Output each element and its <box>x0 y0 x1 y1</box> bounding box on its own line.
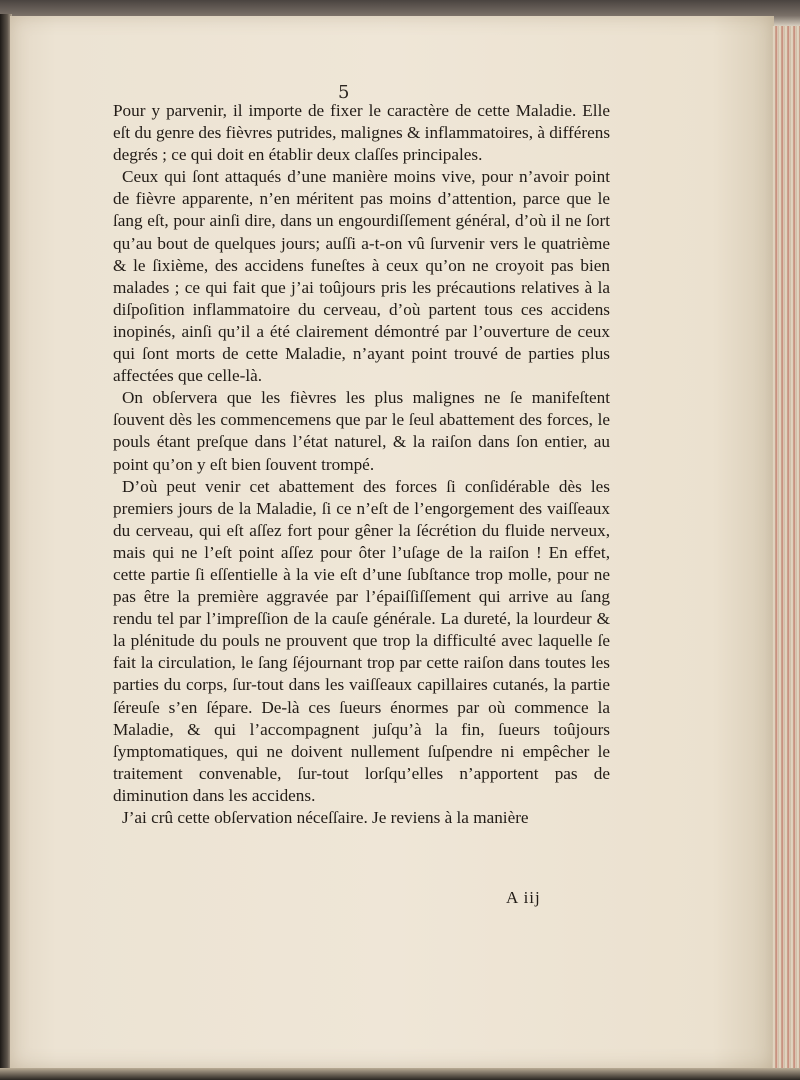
paragraph: Ceux qui ſont attaqués d’une manière moins vive, pour n’avoir point de fièvre apparente, n’en méritent pas moins d’attention, parce que le ſang eſt, pour ainſi dire, dans un engourdiſſement général, d’où il ne ſort qu’au bout de quelques jours; auſſi a-t-on vû ſurvenir vers le quatrième & le ſixième, des accidens funeſtes à ceux qu’on ne croyoit pas bien malades ; ce qui fait que j’ai toûjours pris les précautions relatives à la diſpoſition inflammatoire du cerveau, d’où partent tous ces accidens inopinés, ainſi qu’il a été clairement démontré par l’ouverture de ceux qui ſont morts de cette Maladie, n’ayant point trouvé de parties plus affectées que celle-là. <box>113 167 610 386</box>
body-text <box>113 100 610 829</box>
page-number: 5 <box>338 82 350 103</box>
paragraph: J’ai crû cette obſervation néceſſaire. Je reviens à la manière <box>122 808 529 827</box>
page-edge-stack <box>772 26 800 1070</box>
signature-mark: A iij <box>506 888 541 907</box>
paragraph: Pour y parvenir, il importe de fixer le caractère de cette Maladie. Elle eſt du genre des fièvres putrides, malignes & inflammatoires, à différens degrés ; ce qui doit en établir deux claſſes principales. <box>113 101 611 165</box>
paragraph: D’où peut venir cet abattement des forces ſi conſidérable dès les premiers jours de la Maladie, ſi ce n’eſt de l’engorgement des vaiſſeaux du cerveau, qui eſt aſſez fort pour gêner la ſécrétion du fluide nerveux, mais qui ne l’eſt point aſſez pour ôter l’uſage de la raiſon ! En effet, cette partie ſi eſſentielle à la vie eſt d’une ſubſtance trop molle, pour ne pas être la première aggravée par l’épaiſſiſſement qui arrive au ſang rendu tel par l’impreſſion de la cauſe générale. La dureté, la lourdeur & la plénitude du pouls ne prouvent que trop la difficulté avec laquelle ſe fait la circulation, le ſang ſéjournant trop par cette raiſon dans toutes les parties du corps, ſur-tout dans les vaiſſeaux capillaires cutanés, la partie ſéreuſe s’en ſépare. De-là ces ſueurs énormes par où commence la Maladie, & qui l’accompagnent juſqu’à la fin, ſueurs toûjours ſymptomatiques, qui ne doivent nullement ſuſpendre ni empêcher le traitement convenable, ſur-tout lorſqu’elles n’apportent pas de diminution dans les accidens. <box>113 476 610 805</box>
book-bottom-edge <box>0 1068 800 1080</box>
paragraph: On obſervera que les fièvres les plus malignes ne ſe manifeſtent ſouvent dès les commencemens que par le ſeul abattement des forces, le pouls étant preſque dans l’état naturel, & la raiſon dans ſon entier, au point qu’on y eſt bien ſouvent trompé. <box>113 388 610 474</box>
